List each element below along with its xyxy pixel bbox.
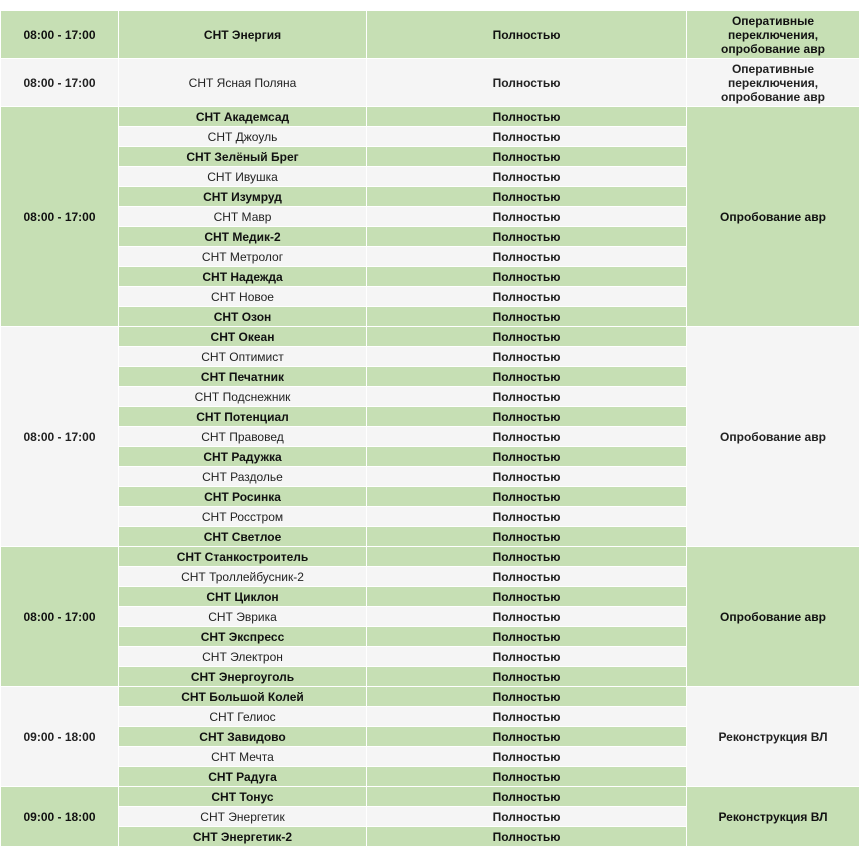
snt-name-cell: СНТ Правовед [119, 427, 367, 447]
table-row [1, 687, 860, 707]
snt-name-cell: СНТ Новое [119, 287, 367, 307]
outage-extent-cell: Полностью [367, 247, 687, 267]
outage-extent-cell: Полностью [367, 767, 687, 787]
outage-extent-cell: Полностью [367, 447, 687, 467]
work-type-cell: Опробование авр [687, 327, 860, 547]
outage-extent-cell: Полностью [367, 647, 687, 667]
snt-name-cell: СНТ Джоуль [119, 127, 367, 147]
table-row [1, 59, 860, 107]
snt-name-cell: СНТ Океан [119, 327, 367, 347]
snt-name-cell: СНТ Академсад [119, 107, 367, 127]
time-cell: 08:00 - 17:00 [1, 327, 119, 547]
outage-extent-cell: Полностью [367, 707, 687, 727]
work-type-cell: Оперативные переключения, опробование авр [687, 59, 860, 107]
outage-extent-cell: Полностью [367, 11, 687, 59]
snt-name-cell: СНТ Озон [119, 307, 367, 327]
table-row [1, 107, 860, 127]
outage-extent-cell: Полностью [367, 807, 687, 827]
outage-extent-cell: Полностью [367, 387, 687, 407]
snt-name-cell: СНТ Росстром [119, 507, 367, 527]
time-cell: 09:00 - 18:00 [1, 787, 119, 847]
time-cell: 08:00 - 17:00 [1, 547, 119, 687]
outage-extent-cell: Полностью [367, 427, 687, 447]
outage-extent-cell: Полностью [367, 487, 687, 507]
time-cell: 08:00 - 17:00 [1, 107, 119, 327]
snt-name-cell: СНТ Печатник [119, 367, 367, 387]
outage-extent-cell: Полностью [367, 727, 687, 747]
outage-extent-cell: Полностью [367, 467, 687, 487]
snt-name-cell: СНТ Ясная Поляна [119, 59, 367, 107]
snt-name-cell: СНТ Радуга [119, 767, 367, 787]
snt-name-cell: СНТ Раздолье [119, 467, 367, 487]
snt-name-cell: СНТ Эврика [119, 607, 367, 627]
outage-extent-cell: Полностью [367, 287, 687, 307]
snt-name-cell: СНТ Зелёный Брег [119, 147, 367, 167]
outage-extent-cell: Полностью [367, 307, 687, 327]
snt-name-cell: СНТ Энергия [119, 11, 367, 59]
snt-name-cell: СНТ Ивушка [119, 167, 367, 187]
outage-extent-cell: Полностью [367, 547, 687, 567]
outage-extent-cell: Полностью [367, 607, 687, 627]
outage-extent-cell: Полностью [367, 627, 687, 647]
snt-name-cell: СНТ Надежда [119, 267, 367, 287]
outage-extent-cell: Полностью [367, 507, 687, 527]
snt-name-cell: СНТ Мечта [119, 747, 367, 767]
snt-name-cell: СНТ Светлое [119, 527, 367, 547]
snt-name-cell: СНТ Циклон [119, 587, 367, 607]
outage-extent-cell: Полностью [367, 747, 687, 767]
snt-name-cell: СНТ Троллейбусник-2 [119, 567, 367, 587]
outage-schedule-table [0, 10, 860, 847]
snt-name-cell: СНТ Гелиос [119, 707, 367, 727]
outage-extent-cell: Полностью [367, 527, 687, 547]
snt-name-cell: СНТ Росинка [119, 487, 367, 507]
snt-name-cell: СНТ Большой Колей [119, 687, 367, 707]
snt-name-cell: СНТ Тонус [119, 787, 367, 807]
outage-extent-cell: Полностью [367, 267, 687, 287]
snt-name-cell: СНТ Подснежник [119, 387, 367, 407]
work-type-cell: Оперативные переключения, опробование авр [687, 11, 860, 59]
table-row [1, 547, 860, 567]
table-row [1, 327, 860, 347]
outage-extent-cell: Полностью [367, 127, 687, 147]
outage-extent-cell: Полностью [367, 59, 687, 107]
time-cell: 09:00 - 18:00 [1, 687, 119, 787]
snt-name-cell: СНТ Изумруд [119, 187, 367, 207]
snt-name-cell: СНТ Оптимист [119, 347, 367, 367]
snt-name-cell: СНТ Потенциал [119, 407, 367, 427]
outage-extent-cell: Полностью [367, 107, 687, 127]
snt-name-cell: СНТ Электрон [119, 647, 367, 667]
work-type-cell: Реконструкция ВЛ [687, 687, 860, 787]
snt-name-cell: СНТ Мавр [119, 207, 367, 227]
outage-extent-cell: Полностью [367, 787, 687, 807]
table-row [1, 787, 860, 807]
outage-extent-cell: Полностью [367, 327, 687, 347]
snt-name-cell: СНТ Станкостроитель [119, 547, 367, 567]
outage-extent-cell: Полностью [367, 367, 687, 387]
outage-extent-cell: Полностью [367, 227, 687, 247]
work-type-cell: Опробование авр [687, 547, 860, 687]
outage-extent-cell: Полностью [367, 187, 687, 207]
time-cell: 08:00 - 17:00 [1, 59, 119, 107]
outage-extent-cell: Полностью [367, 667, 687, 687]
outage-extent-cell: Полностью [367, 147, 687, 167]
work-type-cell: Опробование авр [687, 107, 860, 327]
snt-name-cell: СНТ Энергетик-2 [119, 827, 367, 847]
snt-name-cell: СНТ Метролог [119, 247, 367, 267]
outage-extent-cell: Полностью [367, 587, 687, 607]
work-type-cell: Реконструкция ВЛ [687, 787, 860, 847]
snt-name-cell: СНТ Экспресс [119, 627, 367, 647]
table-body [1, 11, 860, 847]
snt-name-cell: СНТ Радужка [119, 447, 367, 467]
time-cell: 08:00 - 17:00 [1, 11, 119, 59]
outage-extent-cell: Полностью [367, 567, 687, 587]
snt-name-cell: СНТ Энергетик [119, 807, 367, 827]
outage-extent-cell: Полностью [367, 167, 687, 187]
table-row [1, 11, 860, 59]
snt-name-cell: СНТ Медик-2 [119, 227, 367, 247]
outage-extent-cell: Полностью [367, 687, 687, 707]
outage-extent-cell: Полностью [367, 207, 687, 227]
outage-extent-cell: Полностью [367, 347, 687, 367]
outage-extent-cell: Полностью [367, 827, 687, 847]
outage-extent-cell: Полностью [367, 407, 687, 427]
snt-name-cell: СНТ Энергоуголь [119, 667, 367, 687]
snt-name-cell: СНТ Завидово [119, 727, 367, 747]
